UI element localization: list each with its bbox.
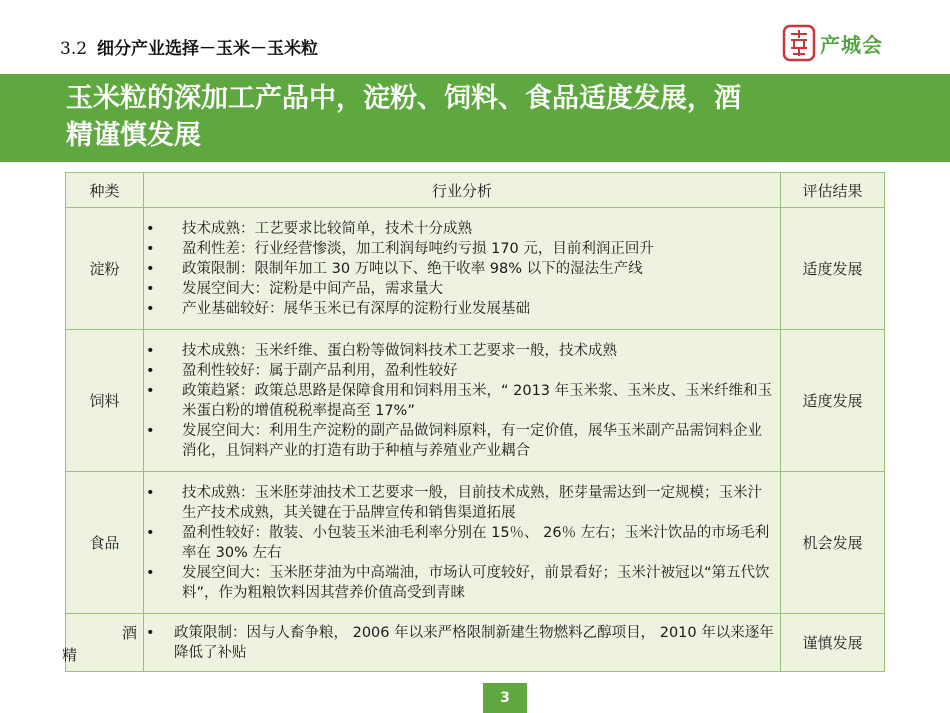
table-row-starch — [66, 208, 885, 330]
analysis-cell — [144, 614, 781, 672]
section-title — [60, 34, 318, 59]
analysis-point: • 政策趋紧：政策总思路是保障食用和饲料用玉米，“ 2013 年玉米浆、玉米皮、玉米纤维和玉米蛋白粉的增值税税率提高至 17%” — [144, 381, 774, 421]
table-row-alcohol — [66, 614, 885, 672]
table-header-row — [66, 173, 885, 208]
analysis-point: • 发展空间大：利用生产淀粉的副产品做饲料原料，有一定价值，展华玉米副产品需饲料企业消化，且饲料产业的打造有助于种植与养殖业产业耦合 — [144, 421, 774, 461]
analysis-table — [62, 172, 885, 672]
seal-icon — [782, 24, 816, 62]
analysis-point: • 发展空间大：玉米胚芽油为中高端油，市场认可度较好，前景看好；玉米汁被冠以“第五代饮料”，作为粗粮饮料因其营养价值高受到青睐 — [144, 563, 774, 603]
analysis-point: • 发展空间大：淀粉是中间产品，需求量大 — [144, 279, 774, 299]
category-char-2: 精 — [62, 646, 78, 664]
analysis-point: • 盈利性差：行业经营惨淡，加工利润每吨约亏损 170 元，目前利润正回升 — [144, 239, 774, 259]
headline-text — [66, 80, 886, 154]
analysis-point: • 产业基础较好：展华玉米已有深厚的淀粉行业发展基础 — [144, 299, 774, 319]
category-char-1: 酒 — [121, 624, 137, 642]
headline-line-1: 玉米粒的深加工产品中，淀粉、饲料、食品适度发展，酒 — [66, 83, 741, 114]
analysis-cell — [144, 330, 781, 472]
analysis-point: • 政策限制：因与人畜争粮， 2006 年以来严格限制新建生物燃料乙醇项目， 2010 年以来逐年降低了补贴 — [144, 623, 774, 663]
category-cell — [62, 614, 144, 672]
result-cell: 适度发展 — [781, 208, 885, 330]
headline-line-2: 精谨慎发展 — [66, 120, 201, 151]
result-cell: 机会发展 — [781, 472, 885, 614]
analysis-point: • 技术成熟：玉米胚芽油技术工艺要求一般，目前技术成熟，胚芽量需达到一定规模；玉米汁生产技术成熟，其关键在于品牌宣传和销售渠道拓展 — [144, 483, 774, 523]
analysis-point: • 盈利性较好：属于副产品利用，盈利性较好 — [144, 361, 774, 381]
header-category: 种类 — [66, 173, 144, 208]
result-cell: 适度发展 — [781, 330, 885, 472]
table-row-food — [66, 472, 885, 614]
page-number: 3 — [483, 683, 527, 713]
brand-logo — [782, 22, 892, 64]
category-cell: 饲料 — [66, 330, 144, 472]
section-number: 3.2 — [60, 39, 88, 59]
analysis-point: • 技术成熟：工艺要求比较简单，技术十分成熟 — [144, 219, 774, 239]
brand-name: 产城会 — [820, 32, 883, 57]
analysis-cell — [144, 472, 781, 614]
header-result: 评估结果 — [781, 173, 885, 208]
category-cell: 食品 — [66, 472, 144, 614]
section-title-text: 细分产业选择－玉米－玉米粒 — [97, 39, 319, 59]
analysis-cell — [144, 208, 781, 330]
table-row-feed — [66, 330, 885, 472]
analysis-point: • 盈利性较好：散装、小包装玉米油毛利率分别在 15％、 26％ 左右；玉米汁饮品的市场毛利率在 30% 左右 — [144, 523, 774, 563]
analysis-point: • 政策限制：限制年加工 30 万吨以下、绝干收率 98% 以下的湿法生产线 — [144, 259, 774, 279]
analysis-point: • 技术成熟：玉米纤维、蛋白粉等做饲料技术工艺要求一般，技术成熟 — [144, 341, 774, 361]
header-analysis: 行业分析 — [144, 173, 781, 208]
result-cell: 谨慎发展 — [781, 614, 885, 672]
category-cell: 淀粉 — [66, 208, 144, 330]
